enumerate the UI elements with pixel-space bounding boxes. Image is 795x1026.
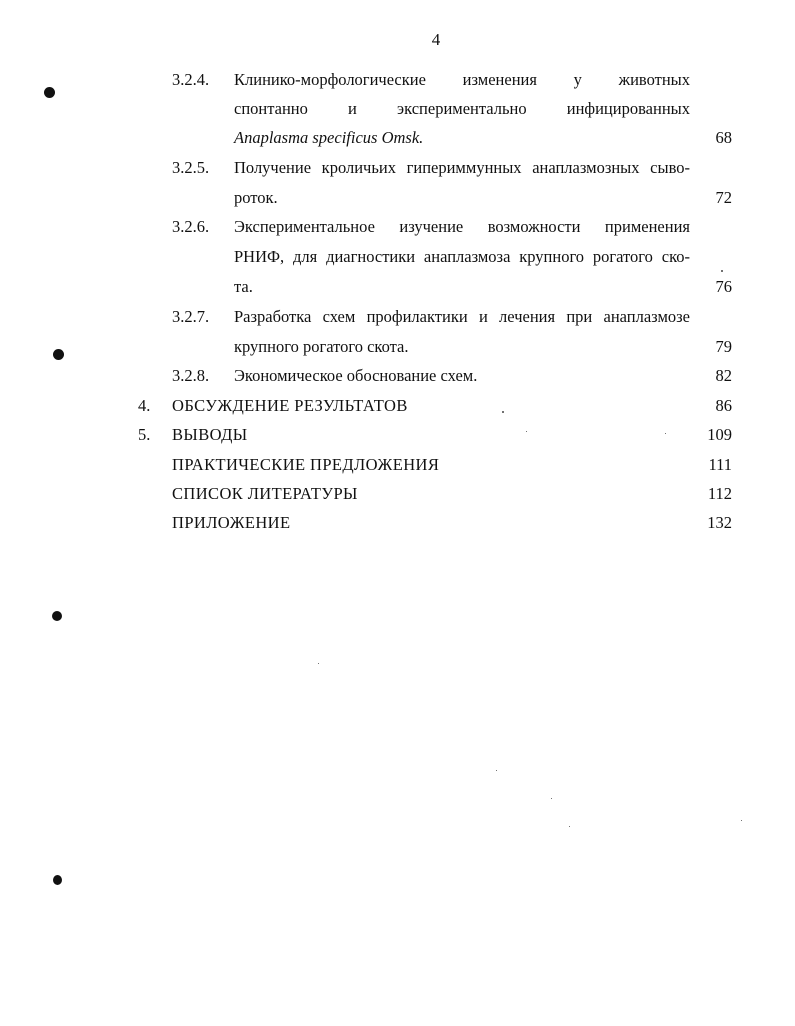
entry-page: 76 xyxy=(715,277,732,296)
entry-title-line: СПИСОК ЛИТЕРАТУРЫ xyxy=(172,484,358,503)
entry-title-line: Экономическое обоснование схем. xyxy=(234,366,478,385)
entry-title-line: роток. xyxy=(234,188,278,207)
entry-page: 72 xyxy=(715,188,732,207)
entry-title-line: ОБСУЖДЕНИЕ РЕЗУЛЬТАТОВ xyxy=(172,396,408,415)
punch-hole-mark xyxy=(52,611,62,621)
punch-hole-mark xyxy=(44,87,55,98)
entry-page: 132 xyxy=(707,513,732,532)
scan-speck xyxy=(569,826,570,827)
entry-number: 3.2.4. xyxy=(172,70,210,89)
scan-speck xyxy=(551,798,552,799)
entry-page: 82 xyxy=(715,366,732,385)
scan-speck xyxy=(496,770,497,771)
entry-page: 86 xyxy=(715,396,732,415)
entry-number: 3.2.5. xyxy=(172,158,210,177)
scan-speck xyxy=(318,663,319,664)
entry-title-line: Получение кроличьих гипериммунных анаплазмозных сыво- xyxy=(234,158,690,177)
page-number: 4 xyxy=(431,30,441,49)
entry-number: 3.2.7. xyxy=(172,307,210,326)
punch-hole-mark xyxy=(53,349,64,360)
entry-page: 68 xyxy=(715,128,732,147)
scan-speck xyxy=(526,431,527,432)
entry-title-line: спонтанно и экспериментально инфицированных xyxy=(234,99,690,118)
entry-title-line: ВЫВОДЫ xyxy=(172,425,248,444)
scan-speck xyxy=(721,270,723,272)
entry-title-line: Anaplasma specificus Omsk. xyxy=(234,128,424,147)
entry-title-line: крупного рогатого скота. xyxy=(234,337,409,356)
entry-title-line: РНИФ, для диагностики анаплазмоза крупного рогатого ско- xyxy=(234,247,690,266)
entry-title-line: та. xyxy=(234,277,253,296)
entry-page: 109 xyxy=(707,425,732,444)
entry-title-line: ПРАКТИЧЕСКИЕ ПРЕДЛОЖЕНИЯ xyxy=(172,455,440,474)
entry-number: 3.2.8. xyxy=(172,366,210,385)
scan-speck xyxy=(502,411,504,413)
punch-hole-mark xyxy=(53,875,62,885)
entry-number: 4. xyxy=(138,396,151,415)
entry-page: 79 xyxy=(715,337,732,356)
entry-title-line: Разработка схем профилактики и лечения при анаплазмозе xyxy=(234,307,690,326)
entry-title-line: ПРИЛОЖЕНИЕ xyxy=(172,513,291,532)
entry-number: 3.2.6. xyxy=(172,217,210,236)
entry-number: 5. xyxy=(138,425,151,444)
scan-speck xyxy=(741,820,742,821)
entry-page: 111 xyxy=(708,455,732,474)
entry-title-line: Клинико-морфологические изменения у животных xyxy=(234,70,690,89)
entry-page: 112 xyxy=(707,484,732,503)
entry-title-line: Экспериментальное изучение возможности применения xyxy=(234,217,690,236)
scan-speck xyxy=(665,433,666,434)
